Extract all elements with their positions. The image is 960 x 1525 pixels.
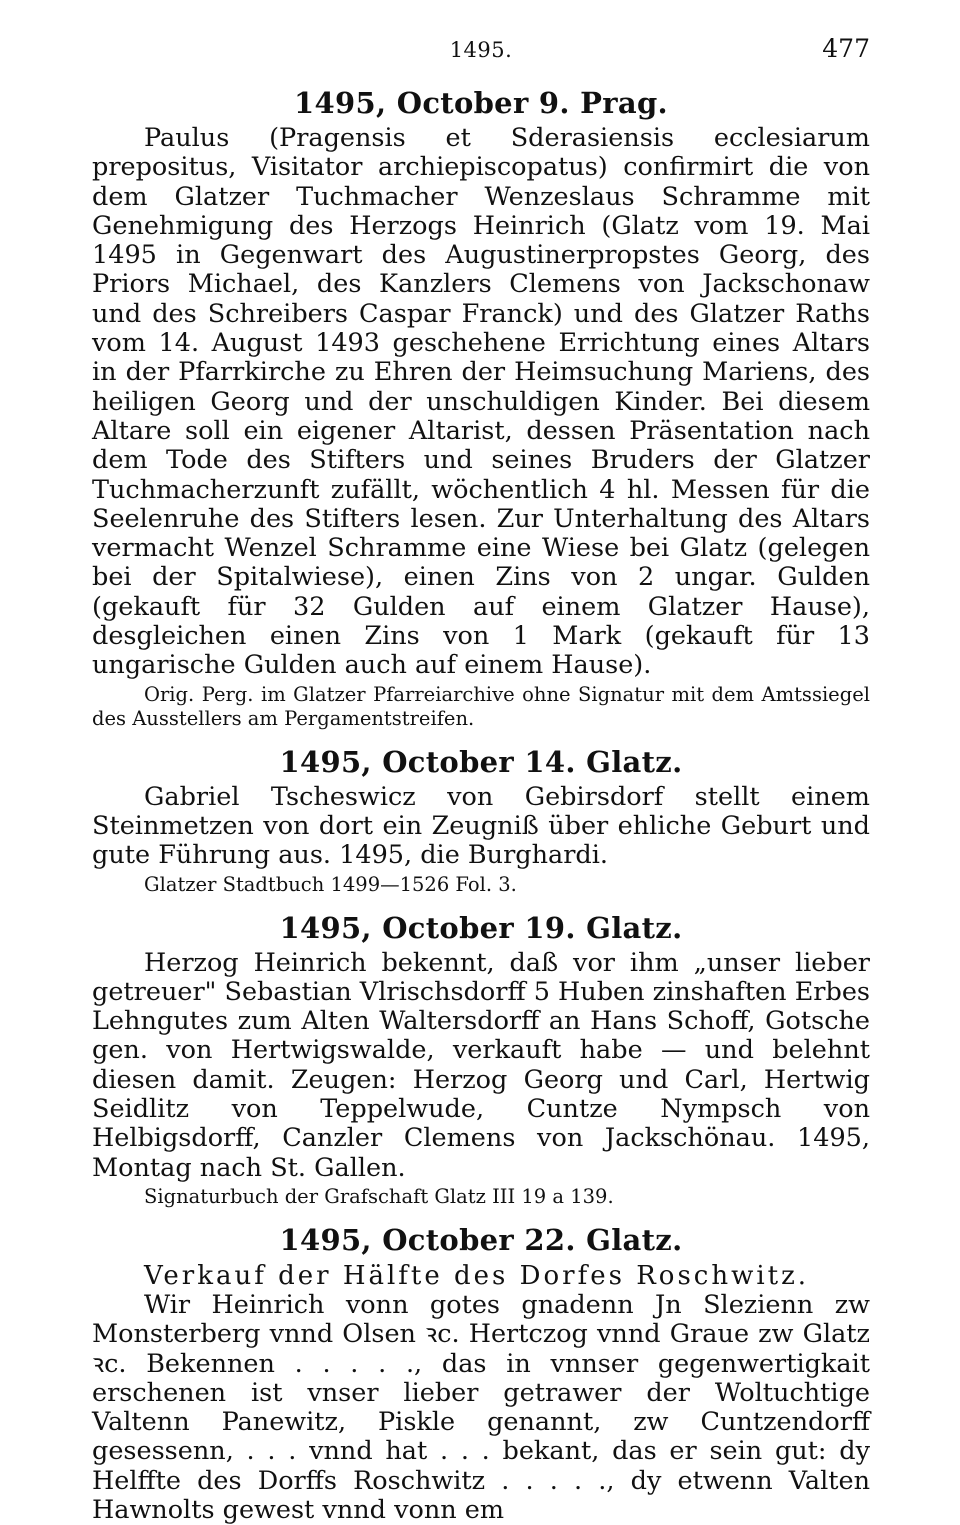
entry-source: Glatzer Stadtbuch 1499—1526 Fol. 3. <box>144 872 517 896</box>
entry-4 <box>92 1223 870 1525</box>
entry-1 <box>92 86 870 731</box>
running-head <box>92 34 870 74</box>
entry-text: Paulus (Pragensis et Sderasiensis ecclesiarum prepositus, Visitator archiepiscopatus) confirmirt die von dem Glatzer Tuchmacher Wenzeslaus Schramme mit Genehmigung des Herzogs Heinrich (Glatz vom 19. Mai 1495 in Gegenwart des Augustinerpropstes Georg, des Priors Michael, des Kanzlers Clemens von Jackschonaw und des Schreibers Caspar Franck) und des Glatzer Raths vom 14. August 1493 geschehene Errichtung eines Altars in der Pfarrkirche zu Ehren der Heimsuchung Mariens, des heiligen Georg und der unschuldigen Kinder. Bei diesem Altare soll ein eigener Altarist, dessen Präsentation nach dem Tode des Stifters und seines Bruders der Glatzer Tuchmacherzunft zufällt, wöchentlich 4 hl. Messen für die Seelenruhe des Stifters lesen. Zur Unterhaltung des Altars vermacht Wenzel Schramme eine Wiese bei Glatz (gelegen bei der Spitalwiese), einen Zins von 2 ungar. Gulden (gekauft für 32 Gulden auf einem Glatzer Hause), desgleichen einen Zins von 1 Mark (gekauft für 13 ungarische Gulden auch auf einem Hause). <box>92 123 870 681</box>
entry-2 <box>92 745 870 897</box>
entry-source: Signaturbuch der Grafschaft Glatz III 19 a 139. <box>144 1184 614 1208</box>
entry-heading: 1495, October 14. Glatz. <box>279 744 683 779</box>
entry-heading: 1495, October 22. Glatz. <box>279 1222 683 1257</box>
entry-text: Gabriel Tscheswicz von Gebirsdorf stellt einem Steinmetzen von dort ein Zeugniß über ehliche Geburt und gute Führung aus. 1495, die Burghardi. <box>92 781 870 871</box>
running-head-year: 1495. <box>449 38 513 62</box>
entry-source: Orig. Perg. im Glatzer Pfarreiarchive ohne Signatur mit dem Amtssiegel des Ausstellers am Pergamentstreifen. <box>92 682 870 730</box>
page-number: 477 <box>822 34 870 63</box>
entry-text: Wir Heinrich vonn gotes gnadenn Jn Slezienn zw Monsterberg vnnd Olsen ꝛc. Hertczog vnnd Graue zw Glatz ꝛc. Bekennen . . . . ., das in vnnser gegenwertigkait erschenen ist vnser lieber getrawer der Woltuchtige Valtenn Panewitz, Piskle genannt, zw Cuntzendorff gesessenn, . . . vnnd hat . . . bekant, das er sein gut: dy Helffte des Dorffs Roschwitz . . . . ., dy etwenn Valten Hawnolts gewest vnnd vonn em <box>92 1289 870 1525</box>
entry-heading: 1495, October 19. Glatz. <box>279 910 683 945</box>
document-page <box>92 34 870 1525</box>
entry-text: Herzog Heinrich bekennt, daß vor ihm „unser lieber getreuer" Sebastian Vlrischsdorff 5 Huben zinshaften Erbes Lehngutes zum Alten Waltersdorff an Hans Schoff, Gotsche gen. von Hertwigswalde, verkauft habe — und belehnt diesen damit. Zeugen: Herzog Georg und Carl, Hertwig Seidlitz von Teppelwude, Cuntze Nympsch von Helbigsdorff, Canzler Clemens von Jackschönau. 1495, Montag nach St. Gallen. <box>92 947 870 1183</box>
entry-subtitle: Verkauf der Hälfte des Dorfes Roschwitz. <box>144 1260 810 1291</box>
entry-3 <box>92 911 870 1209</box>
entry-heading: 1495, October 9. Prag. <box>294 86 668 120</box>
